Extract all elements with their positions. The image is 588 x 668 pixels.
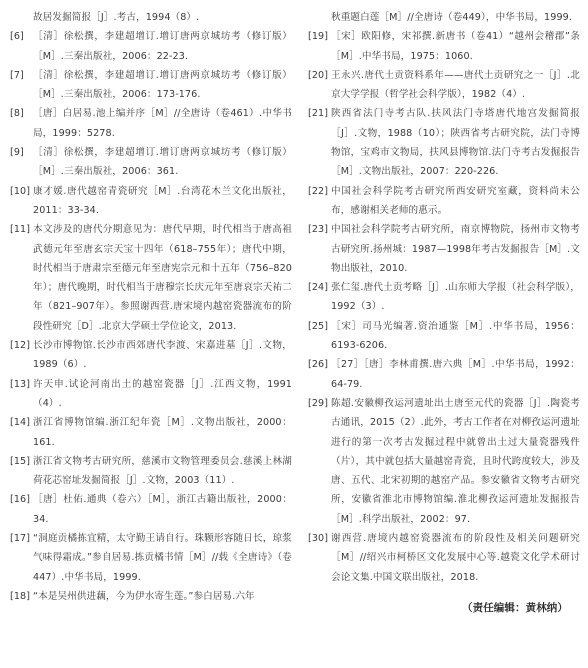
reference-entry: [308, 317, 580, 356]
reference-number: [21]: [308, 108, 329, 120]
reference-text: 谢西营.唐境内越窑瓷器流布的阶段性及相关问题研究［M］//绍兴市柯桥区文化发展中心等.越瓷文化学术研讨会论文集.中国文联出版社，2018.: [331, 533, 580, 583]
reference-text: “本是吴州供进藕，今为伊水寄生莲。”参白居易.六年: [33, 590, 255, 602]
reference-number: [17]: [10, 533, 31, 545]
reference-number: [6]: [10, 31, 24, 43]
reference-entry: [10, 220, 292, 336]
reference-text: 浙江省文物考古研究所，慈溪市文物管理委员会.慈溪上林湖荷花芯窑址发掘简报［J］.文物，2003（11）.: [33, 455, 292, 487]
reference-entry: [308, 529, 580, 587]
reference-entry: [308, 104, 580, 181]
reference-number: [15]: [10, 455, 31, 467]
reference-entry: [10, 104, 292, 143]
reference-text: 中国社会科学院考古研究所，南京博物院，扬州市文物考古研究所.扬州城：1987—1998年考古发掘报告［M］.文物出版社，2010.: [331, 224, 580, 274]
reference-text: ［清］徐松撰，李建超增订.增订唐两京城坊考（修订版）［M］.三秦出版社，2006：22-23.: [33, 31, 292, 62]
reference-number: [18]: [10, 590, 31, 602]
reference-entry: [10, 182, 292, 221]
reference-entry: [10, 27, 292, 66]
reference-text: 张仁玺.唐代土贡考略［J］.山东师大学报（社会科学版），1992（3）.: [331, 282, 580, 313]
reference-number: [29]: [308, 397, 329, 409]
reference-text: ［宋］欧阳修，宋祁撰.新唐书（卷41）“越州会稽郡”条［M］.中华书局，1975：1060.: [331, 31, 580, 62]
reference-entry: [10, 66, 292, 105]
reference-text: 陈超.安徽柳孜运河遗址出土唐至元代的瓷器［J］.陶瓷考古通讯，2015（2）.此外，考古工作者在对柳孜运河遗址进行的第一次考古发掘过程中就曾出土过大量瓷器残件（片），其中就包括大量越窑青瓷，且时代跨度较大，涉及唐、五代、北宋初期的越窑产品。参安徽省文物考古研究所，安徽省淮北市博物馆编.淮北柳孜运河遗址发掘报告［M］.科学出版社，2002：97.: [331, 397, 580, 525]
reference-entry: [10, 490, 292, 529]
reference-number: [9]: [10, 147, 24, 159]
editor-note: （责任编辑：黄林纳）: [462, 601, 568, 614]
reference-text: 本文涉及的唐代分期意见为：唐代早期，时代相当于唐高祖武德元年至唐玄宗天宝十四年（618–755年）；唐代中期，时代相当于唐肃宗至德元年至唐宪宗元和十五年（756–820年）；唐代晚期，时代相当于唐穆宗长庆元年至唐哀宗天祐二年（821–907年）。参照谢西营.唐宋境内越窑瓷器流布的阶段性研究［D］.北京大学硕士学位论文，2013.: [33, 224, 292, 332]
reference-number: [13]: [10, 378, 31, 390]
reference-entry: [10, 8, 292, 27]
reference-text: ［清］徐松撰，李建超增订.增订唐两京城坊考（修订版）［M］.三秦出版社，2006：361.: [33, 147, 292, 178]
reference-text: ［宋］司马光编著.资治通鉴［M］.中华书局，1956：6193-6206.: [331, 320, 580, 352]
reference-text: 秋重题白莲［M］//全唐诗（卷449），中华书局，1999.: [331, 12, 572, 23]
reference-number: [23]: [308, 224, 329, 236]
reference-entry: [308, 27, 580, 66]
reference-text: ［清］徐松撰，李建超增订.增订唐两京城坊考（修订版）［M］.三秦出版社，2006：173-176.: [33, 69, 292, 101]
reference-number: [12]: [10, 340, 31, 352]
reference-number: [26]: [308, 359, 329, 371]
reference-text: 长沙市博物馆.长沙市西郊唐代李渡、宋嘉进墓［J］.文物，1989（6）.: [33, 340, 292, 371]
reference-number: [30]: [308, 533, 329, 545]
reference-entry: [10, 413, 292, 452]
reference-text: 中国社会科学院考古研究所西安研究室藏，资料尚未公布，感谢相关老师的惠示。: [331, 185, 580, 216]
reference-entry: [10, 143, 292, 182]
reference-entry: [10, 452, 292, 491]
reference-text: “洞庭贡橘拣宜精，太守勤王请自行。珠颗形容随日长，琼浆气味得霜成。”参自居易.拣贡橘书情［M］//载《全唐诗》（卷447）.中华书局，1999.: [33, 533, 292, 583]
reference-text: 陕西省法门寺考古队.扶风法门寺塔唐代地宫发掘简报［J］.文物，1988（10）；陕西省考古研究院，法门寺博物馆，宝鸡市文物局，扶风县博物馆.法门寺考古发掘报告［M］.文物出版社，2007：220-226.: [331, 108, 580, 178]
reference-number: [22]: [308, 185, 329, 197]
reference-number: [20]: [308, 69, 329, 81]
reference-entry: [308, 182, 580, 221]
reference-entry: [308, 66, 580, 105]
reference-number: [10]: [10, 185, 31, 197]
reference-entry: [308, 220, 580, 278]
reference-number: [7]: [10, 69, 24, 81]
reference-text: 浙江省博物馆编.浙江纪年瓷［M］.文物出版社，2000：161.: [33, 417, 292, 448]
reference-entry: [10, 587, 292, 606]
reference-text: 王永兴.唐代土贡资料系年——唐代土贡研究之一［J］.北京大学学报（哲学社会科学版），1982（4）.: [331, 69, 580, 101]
reference-number: [19]: [308, 31, 329, 43]
reference-text: 康才媛.唐代越窑青瓷研究［M］.台湾花木兰文化出版社，2011：33-34.: [33, 185, 292, 216]
reference-number: [24]: [308, 282, 329, 294]
reference-number: [11]: [10, 224, 31, 236]
reference-text: ［唐］杜佑.通典（卷六）［M］，浙江古籍出版社，2000：34.: [33, 494, 292, 525]
reference-text: ［27］［唐］李林甫撰.唐六典［M］.中华书局，1992：64-79.: [331, 359, 580, 390]
references-right-column: [308, 8, 580, 618]
reference-entry: [308, 8, 580, 27]
reference-entry: [308, 355, 580, 394]
reference-entry: [308, 278, 580, 317]
reference-text: ［唐］白居易.池上编并序［M］//全唐诗（卷461）.中华书局，1999：5278.: [33, 108, 292, 139]
reference-entry: [308, 394, 580, 529]
reference-text: 许天申.试论河南出土的越窑瓷器［J］.江西文物，1991（4）.: [33, 378, 292, 409]
reference-entry: [10, 336, 292, 375]
references-left-column: [10, 8, 292, 606]
reference-number: [14]: [10, 417, 31, 429]
reference-entry: [10, 529, 292, 587]
reference-text: 故居发掘简报［J］.考古，1994（8）.: [33, 12, 200, 23]
reference-number: [25]: [308, 320, 329, 332]
reference-entry: [10, 375, 292, 414]
reference-number: [8]: [10, 108, 24, 120]
reference-number: [16]: [10, 494, 31, 506]
